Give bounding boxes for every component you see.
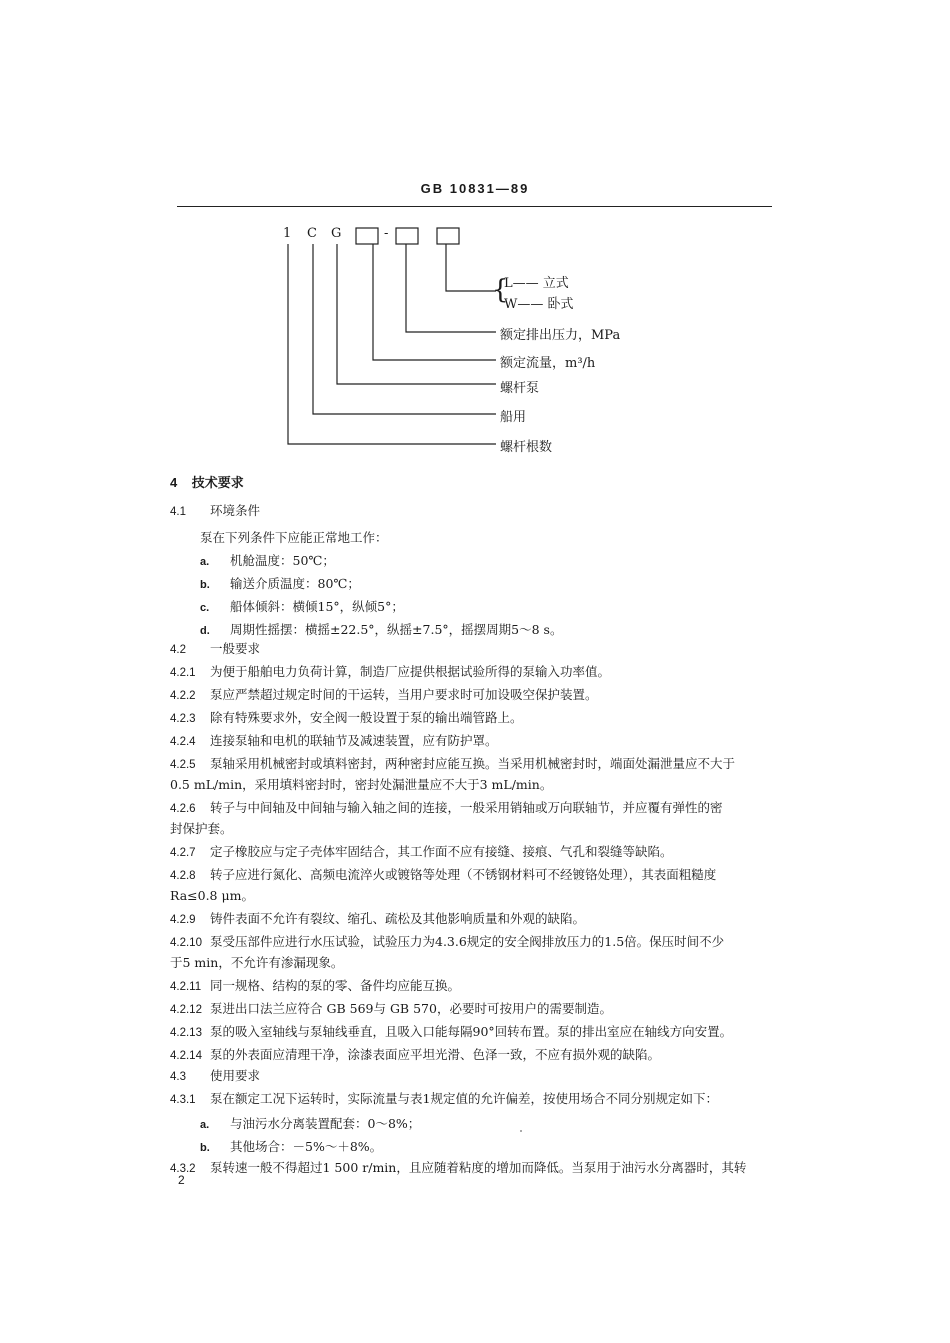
clause-4-2-10-cont: 于5 min，不允许有渗漏现象。: [170, 955, 344, 970]
clause-4-2-6: 4.2.6 转子与中间轴及中间轴与输入轴之间的连接，一般采用销轴或万向联轴节，并应覆有弹性的密: [170, 800, 723, 815]
code-letter-c: C: [307, 226, 317, 241]
leader-pressure: [406, 244, 496, 332]
clause-4-2: 4.2 一般要求: [170, 641, 261, 656]
model-code-diagram: [0, 0, 950, 470]
code-letter-g: G: [331, 226, 342, 241]
clause-4-2-2: 4.2.2 泵应严禁超过规定时间的干运转，当用户要求时可加设吸空保护装置。: [170, 687, 598, 702]
leader-flow: [373, 244, 496, 360]
clause-4-1-intro: 泵在下列条件下应能正常地工作：: [200, 530, 388, 545]
deviation-a: a. 与油污水分离装置配套：0～8%；: [200, 1116, 421, 1131]
clause-4-2-10: 4.2.10 泵受压部件应进行水压试验，试验压力为4.3.6规定的安全阀排放压力的1.5倍。保压时间不少: [170, 934, 725, 949]
code-digit-1: 1: [283, 226, 292, 241]
label-pressure: 额定排出压力，MPa: [500, 328, 621, 343]
clause-4-3-2: 4.3.2 泵转速一般不得超过1 500 r/min，且应随着粘度的增加而降低。当泵用于油污水分离器时，其转: [170, 1160, 747, 1175]
clause-4-2-5: 4.2.5 泵轴采用机械密封或填料密封，两种密封应能互换。当采用机械密封时，端面处漏泄量应不大于: [170, 756, 736, 771]
clause-4-2-12: 4.2.12 泵进出口法兰应符合 GB 569与 GB 570，必要时可按用户的需要制造。: [170, 1001, 612, 1016]
section-4-title: 技术要求: [191, 475, 244, 490]
clause-4-3: 4.3 使用要求: [170, 1068, 261, 1083]
clause-4-2-1: 4.2.1 为便于船舶电力负荷计算，制造厂应提供根据试验所得的泵输入功率值。: [170, 664, 611, 679]
label-screw-pump: 螺杆泵: [500, 381, 540, 396]
label-flow: 额定流量，m³/h: [500, 356, 596, 371]
condition-b: b. 输送介质温度：80℃；: [200, 576, 360, 591]
clause-4-2-4: 4.2.4 连接泵轴和电机的联轴节及减速装置，应有防护罩。: [170, 733, 498, 748]
label-marine: 船用: [500, 410, 527, 425]
clause-4-2-11: 4.2.11 同一规格、结构的泵的零、备件均应能互换。: [170, 978, 461, 993]
clause-4-2-14: 4.2.14 泵的外表面应清理干净，涂漆表面应平坦光滑、色泽一致，不应有损外观的缺陷。: [170, 1047, 661, 1062]
leader-marine: [313, 244, 496, 414]
label-horizontal: W—— 卧式: [504, 297, 574, 312]
scan-speck: [520, 1130, 522, 1132]
type-box: [437, 228, 459, 244]
clause-4-2-8-cont: Ra≤0.8 μm。: [170, 888, 254, 903]
label-screw-count: 螺杆根数: [500, 440, 553, 455]
clause-4-1: [170, 503, 780, 520]
deviation-b: b. 其他场合：－5%～＋8%。: [200, 1139, 383, 1154]
clause-4-2-3: 4.2.3 除有特殊要求外，安全阀一般设置于泵的输出端管路上。: [170, 710, 523, 725]
condition-d: d. 周期性摇摆：横摇±22.5°，纵摇±7.5°，摇摆周期5～8 s。: [200, 622, 563, 637]
standard-header: GB 10831—89: [420, 181, 530, 196]
leader-screw-pump: [337, 244, 496, 384]
clause-4-3-1: 4.3.1 泵在额定工况下运转时，实际流量与表1规定值的允许偏差，按使用场合不同分别规定如下：: [170, 1091, 718, 1106]
clause-title: 环境条件: [210, 503, 261, 518]
clause-4-2-8: 4.2.8 转子应进行氮化、高频电流淬火或镀铬等处理（不锈钢材料可不经镀铬处理），其表面粗糙度: [170, 867, 717, 882]
clause-4-2-7: 4.2.7 定子橡胶应与定子壳体牢固结合，其工作面不应有接缝、接痕、气孔和裂缝等缺陷。: [170, 844, 673, 859]
clause-4-2-9: 4.2.9 铸件表面不允许有裂纹、缩孔、疏松及其他影响质量和外观的缺陷。: [170, 911, 586, 926]
label-vertical: L—— 立式: [504, 276, 569, 291]
code-dash: -: [384, 226, 389, 241]
pressure-box: [396, 228, 418, 244]
clause-4-2-6-cont: 封保护套。: [170, 821, 233, 836]
type-brace: {: [492, 275, 509, 305]
section-4-heading: [170, 472, 244, 491]
page-number: 2: [178, 1173, 185, 1187]
condition-c: c. 船体倾斜：横倾15°，纵倾5°；: [200, 599, 404, 614]
clause-number: 4.1: [170, 506, 186, 518]
clause-4-2-5-cont: 0.5 mL/min，采用填料密封时，密封处漏泄量应不大于3 mL/min。: [170, 777, 553, 792]
flow-box: [356, 228, 378, 244]
clause-4-2-13: 4.2.13 泵的吸入室轴线与泵轴线垂直，且吸入口能每隔90°回转布置。泵的排出室应在轴线方向安置。: [170, 1024, 733, 1039]
condition-a: a. 机舱温度：50℃；: [200, 553, 335, 568]
leader-type: [446, 244, 496, 291]
section-4-number: 4: [170, 475, 178, 490]
